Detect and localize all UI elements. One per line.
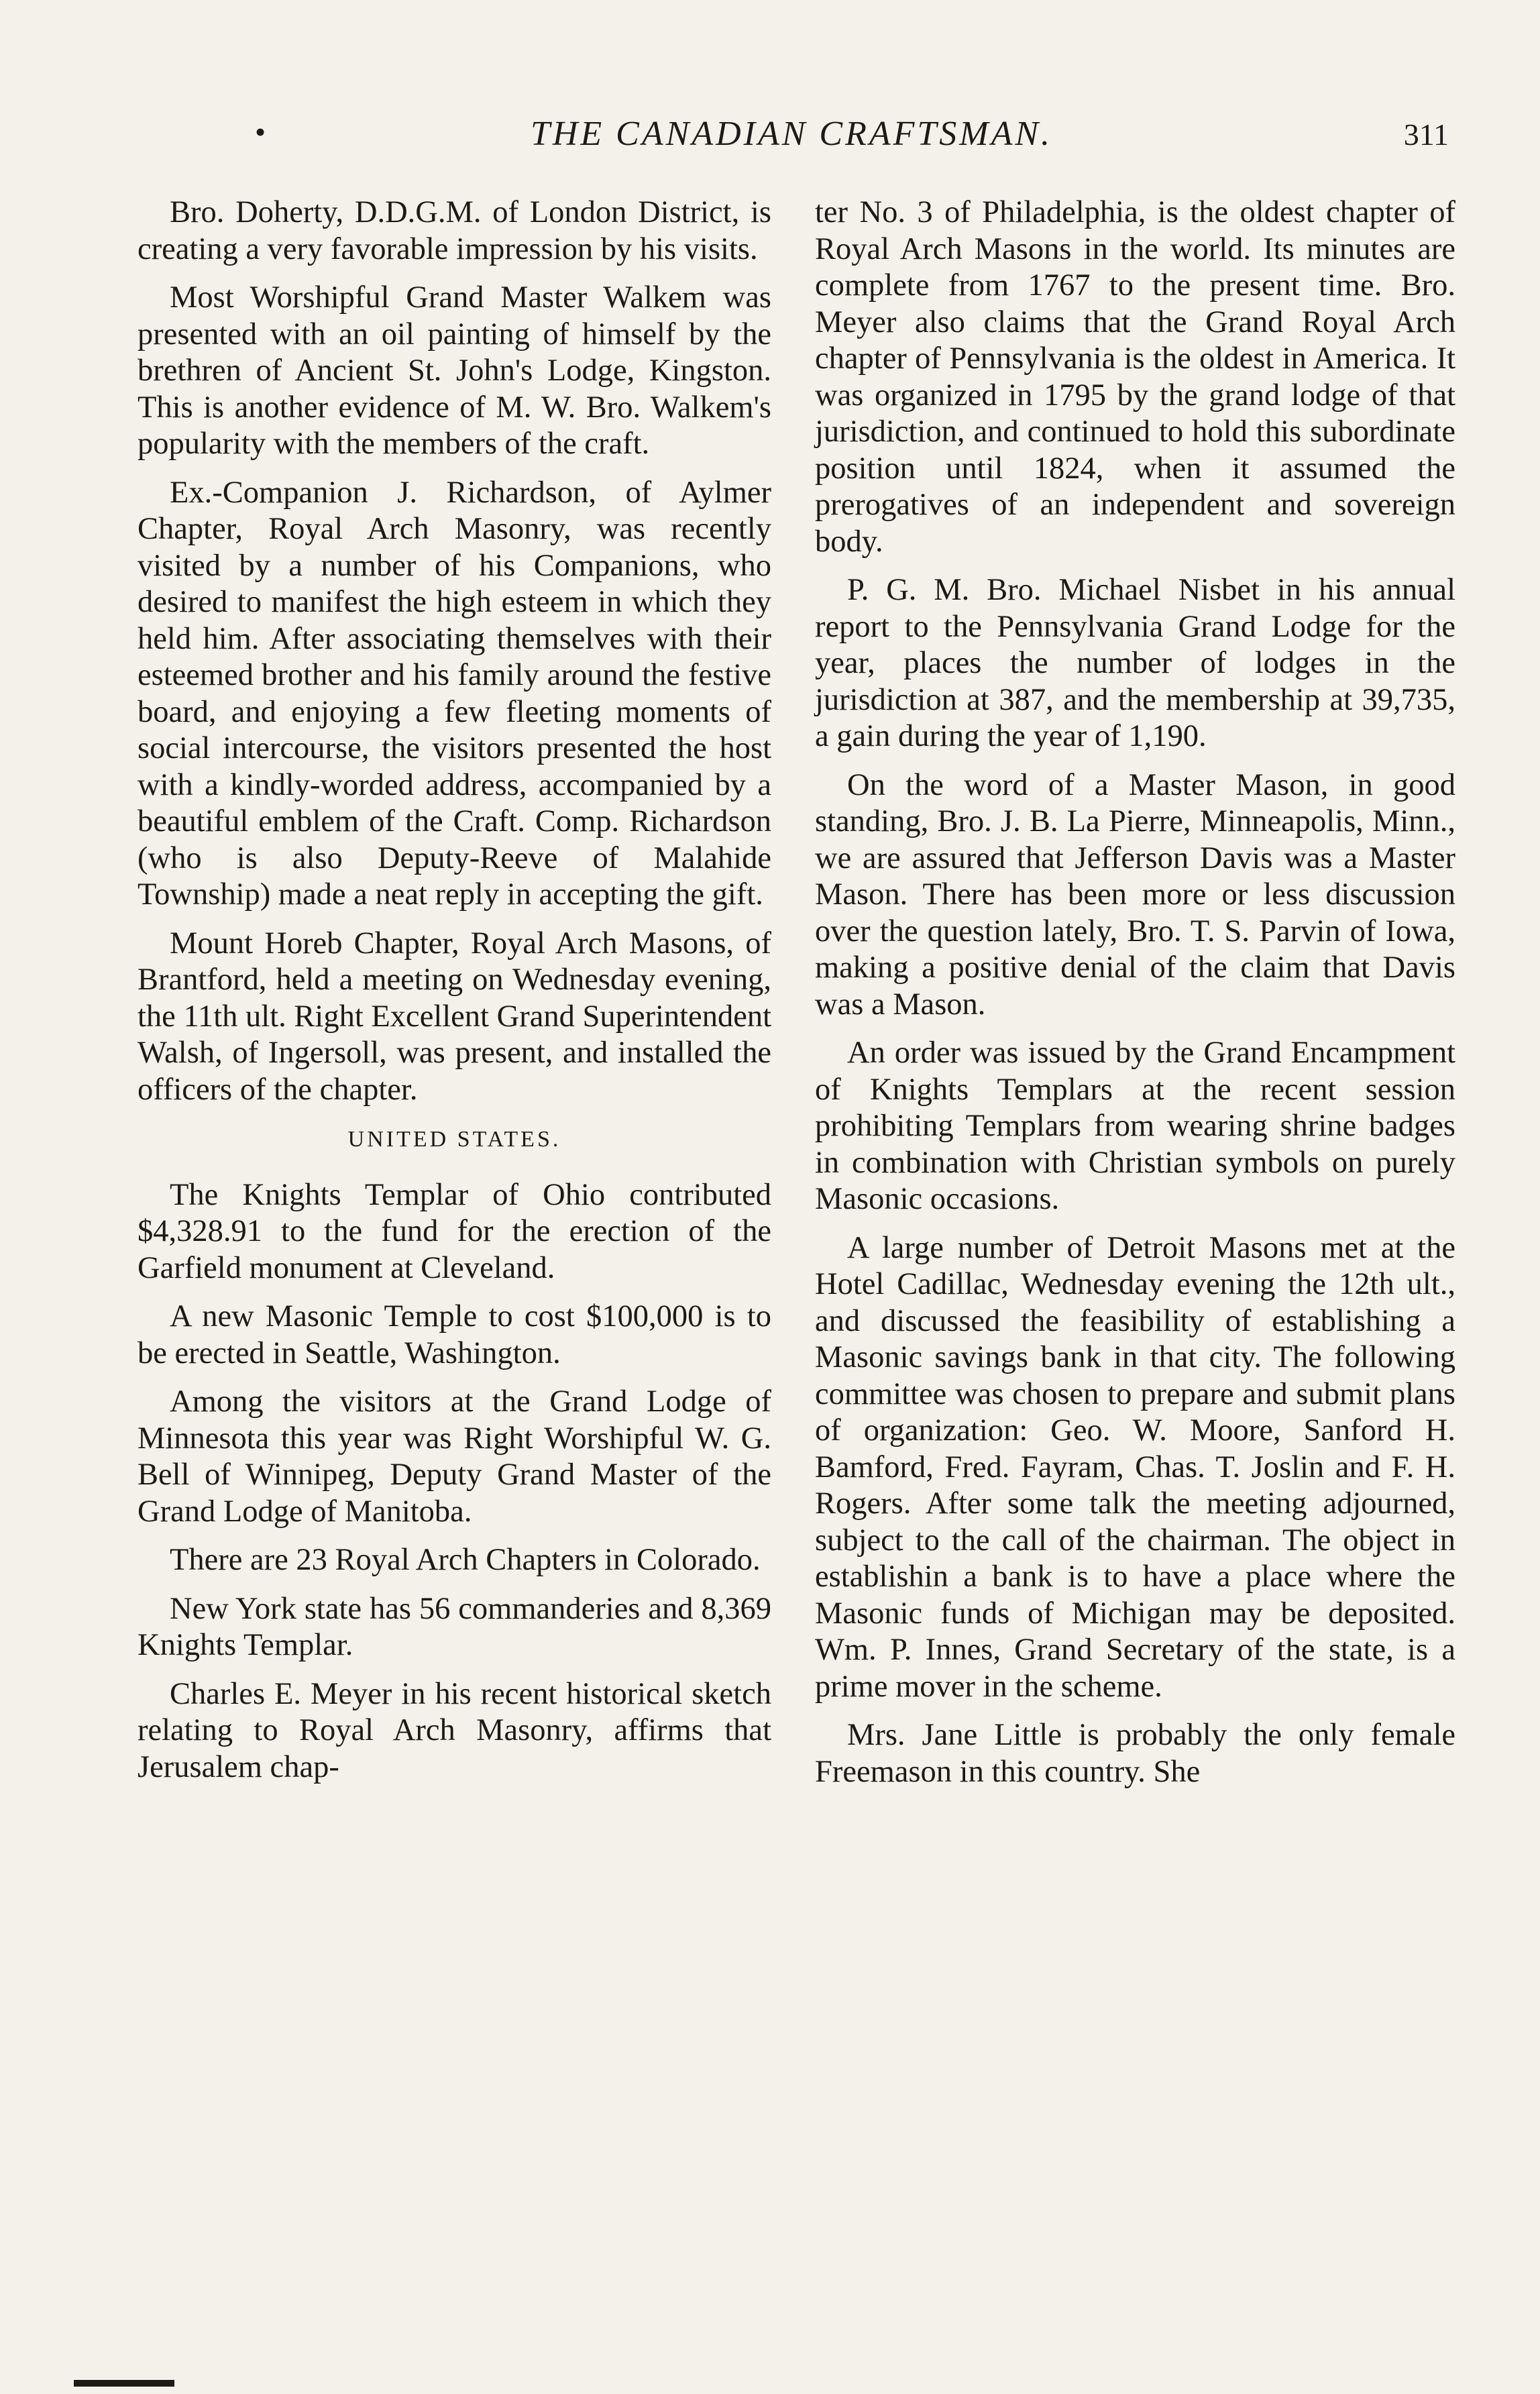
paragraph-meyer: Charles E. Meyer in his recent historical sketch relating to Royal Arch Masonry, affirms that Jerusalem chap- <box>138 1676 771 1784</box>
paragraph-minnesota-visitors: Among the visitors at the Grand Lodge of Minnesota this year was Right Worshipful W. G. Bell of Winnipeg, Deputy Grand Master of the Grand Lodge of Manitoba. <box>138 1384 771 1529</box>
paragraph-new-york: New York state has 56 commanderies and 8,369 Knights Templar. <box>138 1591 771 1662</box>
paragraph-jane-little: Mrs. Jane Little is probably the only female Freemason in this country. She <box>815 1718 1455 1789</box>
printer-rule <box>74 2380 174 2387</box>
paragraph-walkem: Most Worshipful Grand Master Walkem was presented with an oil painting of himself by the brethren of Ancient St. John's Lodge, Kingston. This is another evidence of M. W. Bro. Walkem's popularity with the members of the craft. <box>138 280 771 461</box>
paragraph-mount-horeb: Mount Horeb Chapter, Royal Arch Masons, of Brantford, held a meeting on Wednesday evening, the 11th ult. Right Excellent Grand Superintendent Walsh, of Ingersoll, was present, and installed the officers of the chapter. <box>138 926 771 1107</box>
page-number: 311 <box>1403 117 1449 152</box>
left-column <box>138 195 771 1798</box>
right-column <box>815 195 1455 1802</box>
page-header <box>134 114 1449 174</box>
section-heading-united-states: UNITED STATES. <box>347 1127 561 1152</box>
paragraph-jefferson-davis: On the word of a Master Mason, in good standing, Bro. J. B. La Pierre, Minneapolis, Minn., we are assured that Jefferson Davis was a Master Mason. There has been more or less discussion over the question lately, Bro. T. S. Parvin of Iowa, making a positive denial of the claim that Davis was a Mason. <box>815 767 1455 1022</box>
paragraph-philadelphia-chapter: ter No. 3 of Philadelphia, is the oldest chapter of Royal Arch Masons in the world. Its minutes are complete from 1767 to the present time. Bro. Meyer also claims that the Grand Royal Arch chapter of Pennsylvania is the oldest in America. It was organized in 1795 by the grand lodge of that jurisdiction, and continued to hold this subordinate position until 1824, when it assumed the prerogatives of an independent and sovereign body. <box>815 195 1455 559</box>
header-dot: • <box>255 115 266 149</box>
paragraph-detroit-bank: A large number of Detroit Masons met at the Hotel Cadillac, Wednesday evening the 12th ult., and discussed the feasibility of establishing a Masonic savings bank in that city. The following committee was chosen to prepare and submit plans of organization: Geo. W. Moore, Sanford H. Bamford, Fred. Fayram, Chas. T. Joslin and F. H. Rogers. After some talk the meeting adjourned, subject to the call of the chairman. The object in establishin a bank is to have a place where the Masonic funds of Michigan may be deposited. Wm. P. Innes, Grand Secretary of the state, is a prime mover in the scheme. <box>815 1230 1455 1704</box>
paragraph-shrine-badges: An order was issued by the Grand Encampment of Knights Templars at the recent session prohibiting Templars from wearing shrine badges in combination with Christian symbols on purely Masonic occasions. <box>815 1036 1455 1216</box>
paragraph-doherty: Bro. Doherty, D.D.G.M. of London District, is creating a very favorable impression by his visits. <box>138 195 771 266</box>
running-title: THE CANADIAN CRAFTSMAN. <box>530 115 1053 153</box>
paragraph-colorado-chapters: There are 23 Royal Arch Chapters in Colorado. <box>170 1543 761 1577</box>
paragraph-seattle-temple: A new Masonic Temple to cost $100,000 is to be erected in Seattle, Washington. <box>138 1299 771 1370</box>
paragraph-richardson: Ex.-Companion J. Richardson, of Aylmer Chapter, Royal Arch Masonry, was recently visited by a number of his Companions, who desired to manifest the high esteem in which they held him. After associating themselves with their esteemed brother and his family around the festive board, and enjoying a few fleeting moments of social intercourse, the visitors presented the host with a kindly-worded address, accompanied by a beautiful emblem of the Craft. Comp. Richardson (who is also Deputy-Reeve of Malahide Township) made a neat reply in accepting the gift. <box>138 475 771 912</box>
paragraph-ohio-templar: The Knights Templar of Ohio contributed $4,328.91 to the fund for the erection of the Garfield monument at Cleveland. <box>138 1177 771 1285</box>
paragraph-nisbet-report: P. G. M. Bro. Michael Nisbet in his annual report to the Pennsylvania Grand Lodge for the year, places the number of lodges in the jurisdiction at 387, and the membership at 39,735, a gain during the year of 1,190. <box>815 573 1455 753</box>
